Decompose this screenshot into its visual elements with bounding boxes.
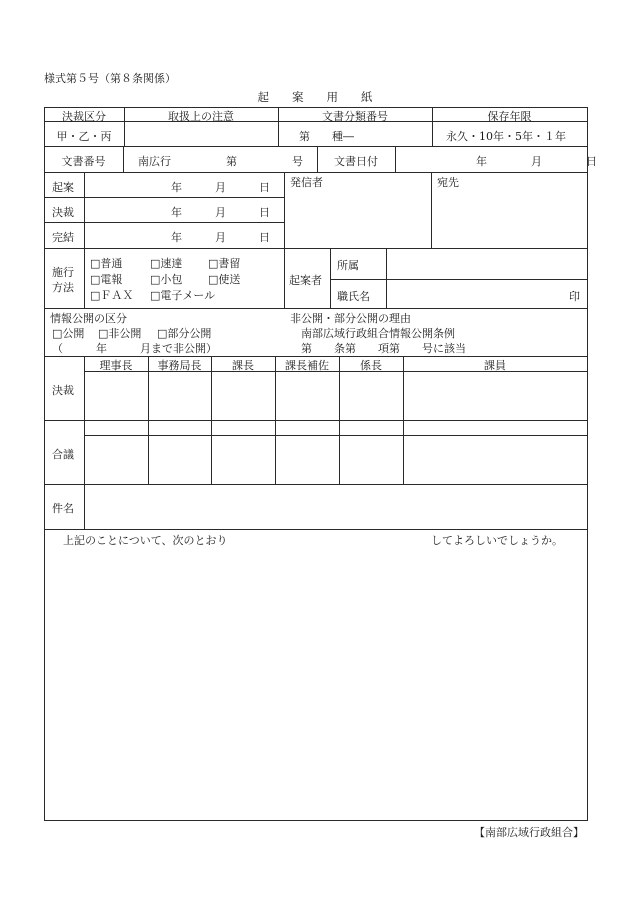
header-toriatsukai: 取扱上の注意 <box>168 110 234 123</box>
riyu-article[interactable]: 第 条第 項第 号に該当 <box>301 342 466 355</box>
bunsho-bango-label: 文書番号 <box>61 155 106 168</box>
kian-date[interactable]: 年 月 日 <box>171 181 270 194</box>
stamp-cell-jimukyokucho[interactable] <box>149 372 210 419</box>
option-kakitome[interactable]: □書留 <box>208 257 241 270</box>
kiansha-label: 起案者 <box>289 274 322 287</box>
kenmei-label: 件名 <box>52 502 74 515</box>
shiko-label-2: 方法 <box>52 281 74 294</box>
approval-kessai-label: 決裁 <box>52 384 74 397</box>
option-hikokai[interactable]: □非公開 <box>98 327 142 340</box>
in-mark: 印 <box>569 290 580 303</box>
option-futsu[interactable]: □普通 <box>90 257 123 270</box>
kanketsu-label: 完結 <box>52 231 74 244</box>
bunsho-bango-value[interactable]: 南広行 第 号 <box>138 155 303 168</box>
body-lead: 上記のことについて、次のとおり <box>63 534 228 547</box>
riyu-jorei: 南部広域行政組合情報公開条例 <box>301 327 455 340</box>
stamp-cell-rijicho[interactable] <box>85 372 147 419</box>
option-email[interactable]: □電子メール <box>150 289 216 302</box>
role-kakaricho: 係長 <box>360 359 382 372</box>
header-bunrui: 文書分類番号 <box>322 110 388 123</box>
hozon-value[interactable]: 永久・10年・5年・１年 <box>446 130 566 143</box>
option-kozutsumi[interactable]: □小包 <box>150 273 183 286</box>
option-kokai[interactable]: □公開 <box>52 327 85 340</box>
option-fax[interactable]: □ＦＡＸ <box>90 289 134 302</box>
kian-label: 起案 <box>52 181 74 194</box>
bunsho-hizuke-value[interactable]: 年 月 日 <box>476 155 597 168</box>
footer-org: 【南部広域行政組合】 <box>474 826 584 839</box>
kessai-kubun-value[interactable]: 甲・乙・丙 <box>56 130 112 143</box>
stamp-cell-kacho[interactable] <box>212 372 274 419</box>
role-jimukyokucho: 事務局長 <box>157 359 202 372</box>
shozoku-label: 所属 <box>337 259 359 272</box>
role-rijicho: 理事長 <box>99 359 133 372</box>
shokushimei-label: 職氏名 <box>337 290 370 303</box>
stamp-cell-kakaricho[interactable] <box>340 372 402 419</box>
approval-aigi-label: 合議 <box>52 448 74 461</box>
option-denpo[interactable]: □電報 <box>90 273 123 286</box>
form-title: 起 案 用 紙 <box>257 90 373 104</box>
option-sokutatsu[interactable]: □速達 <box>150 257 183 270</box>
riyu-label: 非公開・部分公開の理由 <box>290 312 411 325</box>
shiko-label-1: 施行 <box>52 266 74 279</box>
stamp-cell-kacho-hosa[interactable] <box>276 372 338 419</box>
kessai-date[interactable]: 年 月 日 <box>171 206 270 219</box>
kenmei-input[interactable] <box>86 486 586 528</box>
stamp-cell-kain[interactable] <box>404 372 586 419</box>
option-shiso[interactable]: □使送 <box>208 273 241 286</box>
header-hozon: 保存年限 <box>487 110 532 123</box>
hasshinsha-label: 発信者 <box>290 176 323 189</box>
body-tail: してよろしいでしょうか。 <box>431 534 563 547</box>
role-kain: 課員 <box>484 359 506 372</box>
kessai-label: 決裁 <box>52 206 74 219</box>
header-kessai-kubun: 決裁区分 <box>62 110 106 123</box>
body-text-area[interactable] <box>46 548 586 818</box>
bunrui-value[interactable]: 第 種― <box>299 130 354 143</box>
option-bubun-kokai[interactable]: □部分公開 <box>157 327 212 340</box>
role-kacho-hosa: 課長補佐 <box>285 359 329 372</box>
form-number: 様式第５号（第８条関係） <box>44 72 176 85</box>
hikokai-period[interactable]: （ 年 月まで非公開） <box>52 342 217 355</box>
atesaki-label: 宛先 <box>437 176 459 189</box>
kanketsu-date[interactable]: 年 月 日 <box>171 231 270 244</box>
joho-kubun-label: 情報公開の区分 <box>50 312 127 325</box>
bunsho-hizuke-label: 文書日付 <box>334 155 378 168</box>
role-kacho: 課長 <box>232 359 254 372</box>
